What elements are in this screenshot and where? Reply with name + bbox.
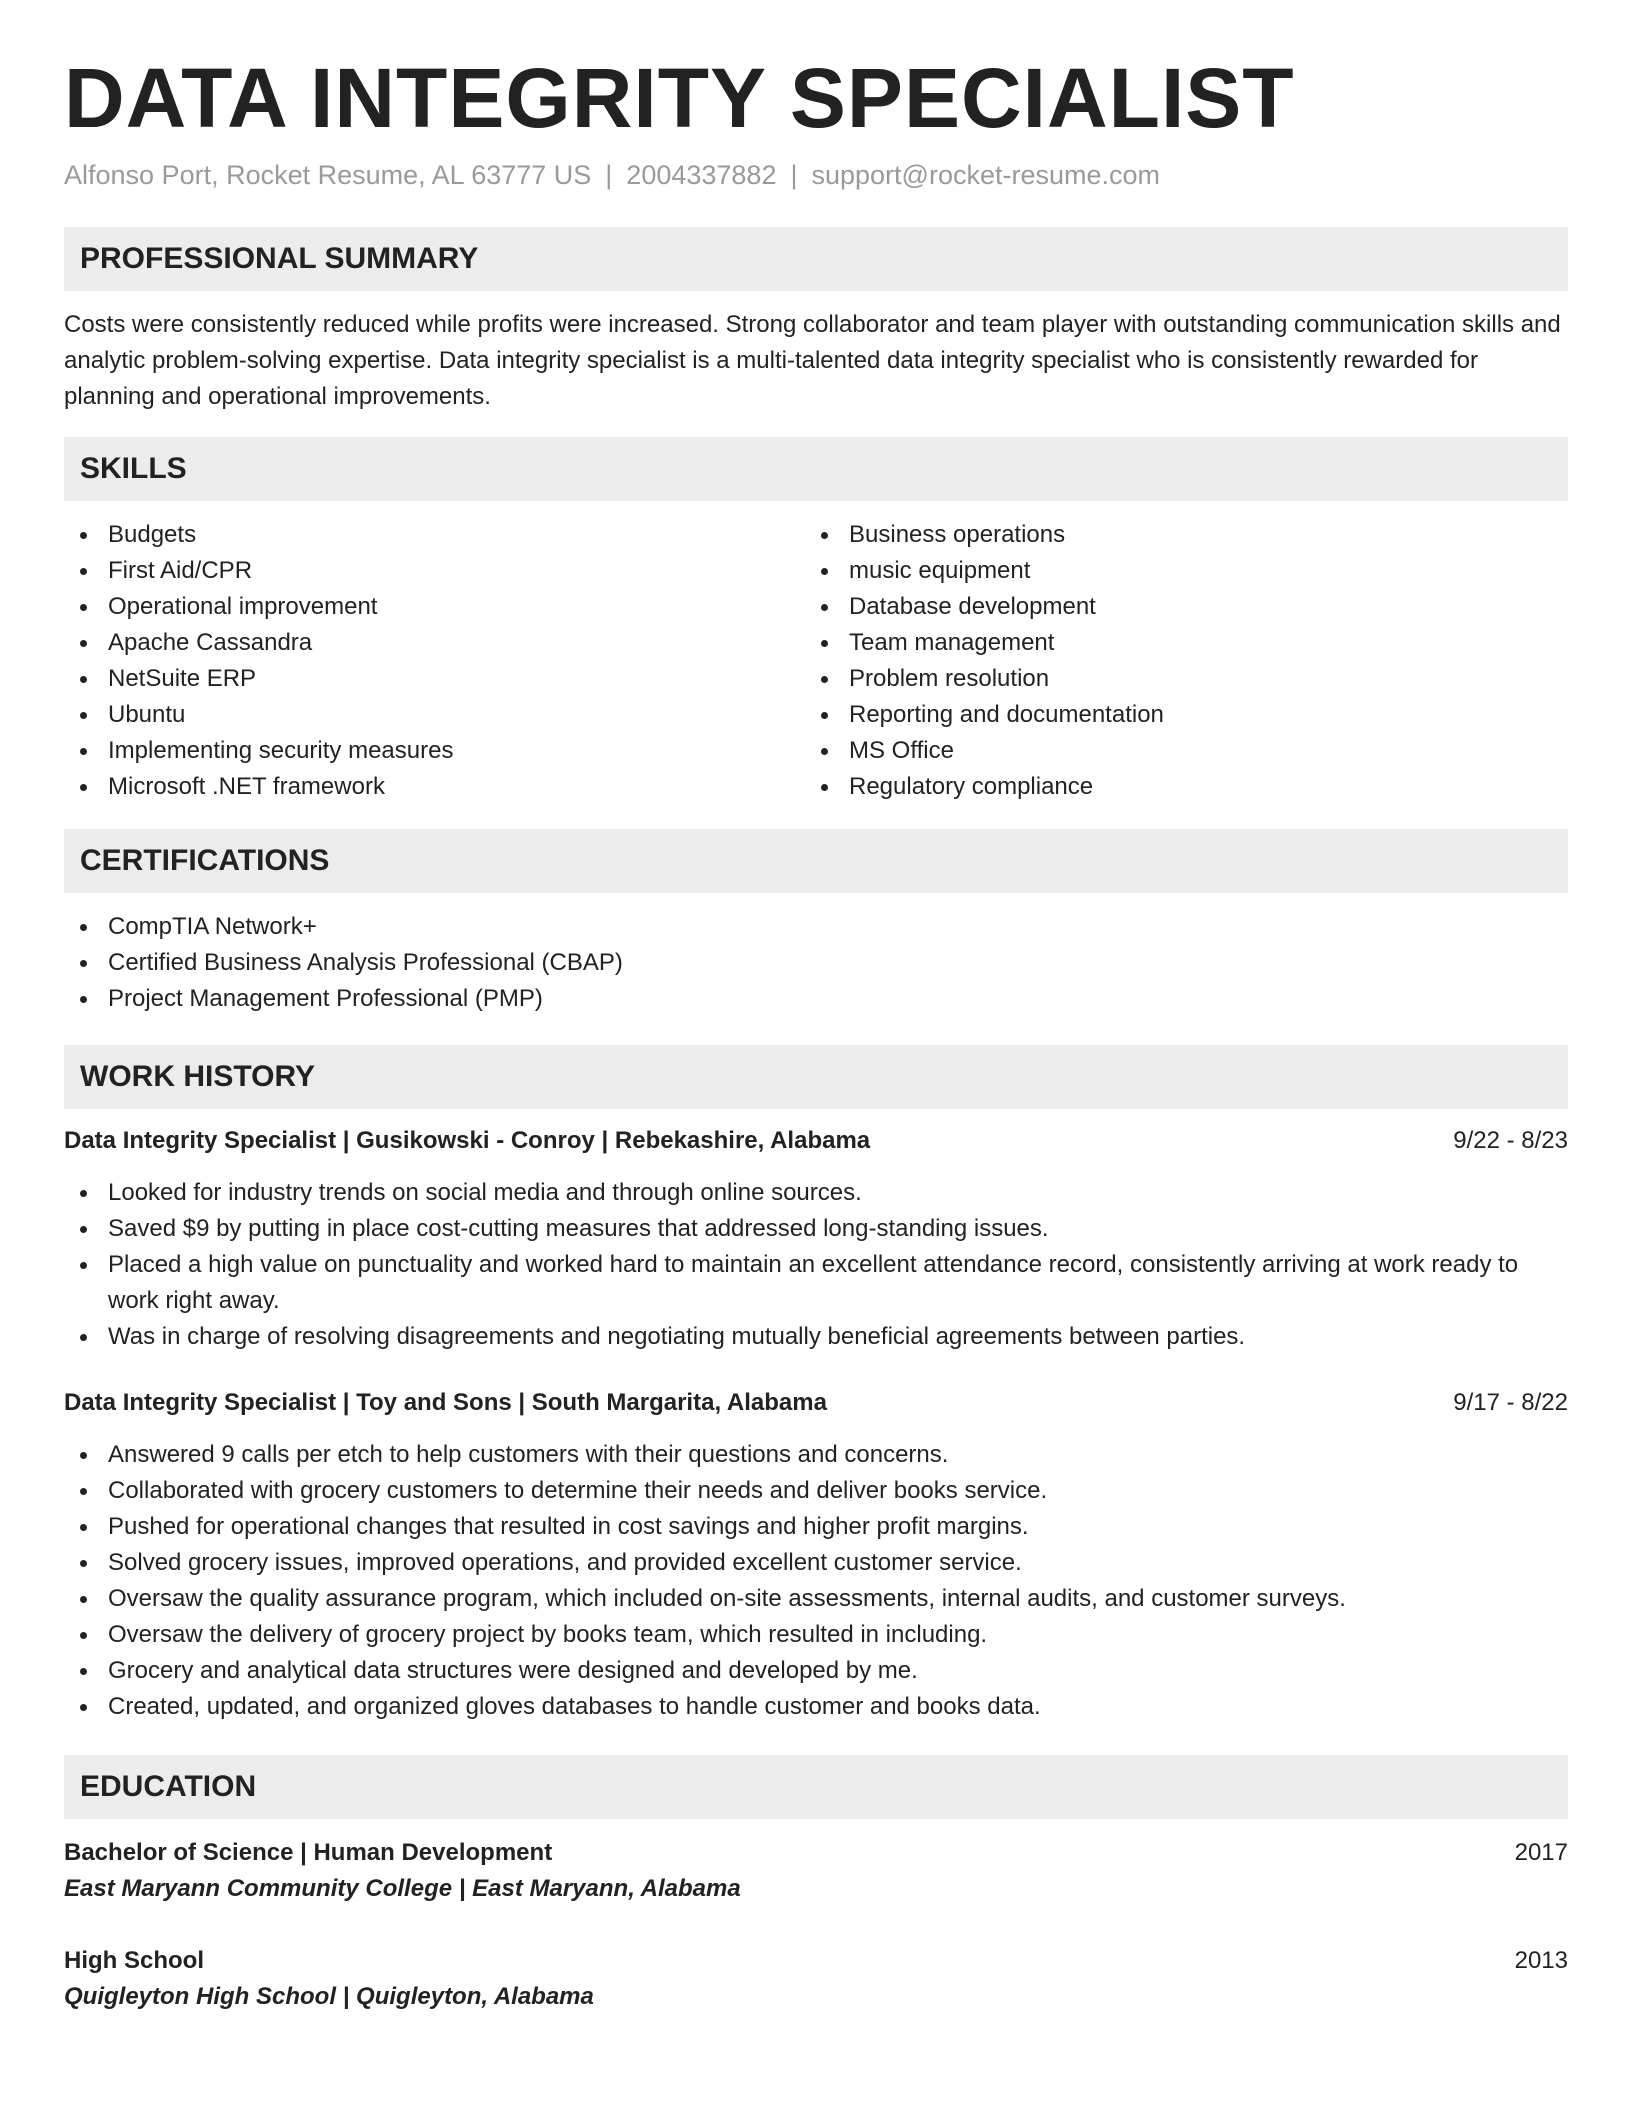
list-item: Oversaw the quality assurance program, which included on-site assessments, internal audits, and customer surveys. — [64, 1581, 1568, 1617]
skills-grid — [64, 517, 1568, 805]
education-degree: High School — [64, 1947, 204, 1975]
contact-phone: 2004337882 — [626, 160, 777, 191]
page-title: DATA INTEGRITY SPECIALIST — [64, 51, 1295, 145]
list-item: Looked for industry trends on social media and through online sources. — [64, 1175, 1568, 1211]
education-year: 2013 — [1514, 1947, 1568, 1975]
list-item: Was in charge of resolving disagreements and negotiating mutually beneficial agreements between parties. — [64, 1319, 1568, 1355]
summary-text: Costs were consistently reduced while profits were increased. Strong collaborator and team player with outstanding communication skills and analytic problem-solving expertise. Data integrity specialist is a multi-talented data integrity specialist who is consistently rewarded for planning and operational improvements. — [64, 311, 1561, 411]
job-header — [64, 1385, 1568, 1421]
contact-address: Alfonso Port, Rocket Resume, AL 63777 US — [64, 160, 592, 191]
list-item: Apache Cassandra — [64, 625, 805, 661]
list-item: Solved grocery issues, improved operations, and provided excellent customer service. — [64, 1545, 1568, 1581]
list-item: Microsoft .NET framework — [64, 769, 805, 805]
list-item: Implementing security measures — [64, 733, 805, 769]
skills-list-left — [64, 517, 805, 805]
contact-separator: | — [790, 160, 798, 191]
list-item: Regulatory compliance — [805, 769, 1546, 805]
skills-list-right — [805, 517, 1546, 805]
job-entry — [64, 1123, 1568, 1355]
list-item: Reporting and documentation — [805, 697, 1546, 733]
list-item: MS Office — [805, 733, 1546, 769]
education-header — [64, 1943, 1568, 1979]
section-header-skills: SKILLS — [64, 437, 1568, 501]
list-item: Problem resolution — [805, 661, 1546, 697]
list-item: First Aid/CPR — [64, 553, 805, 589]
list-item: Grocery and analytical data structures were designed and developed by me. — [64, 1653, 1568, 1689]
section-header-certifications: CERTIFICATIONS — [64, 829, 1568, 893]
job-header — [64, 1123, 1568, 1159]
contact-email: support@rocket-resume.com — [811, 160, 1161, 191]
education-entry — [64, 1943, 1568, 2015]
job-title: Data Integrity Specialist | Toy and Sons | South Margarita, Alabama — [64, 1389, 827, 1417]
job-entry — [64, 1385, 1568, 1725]
education-school: Quigleyton High School | Quigleyton, Alabama — [64, 1983, 594, 2011]
job-title: Data Integrity Specialist | Gusikowski - Conroy | Rebekashire, Alabama — [64, 1127, 871, 1155]
section-header-education: EDUCATION — [64, 1755, 1568, 1819]
list-item: Saved $9 by putting in place cost-cutting measures that addressed long-standing issues. — [64, 1211, 1568, 1247]
education-header — [64, 1835, 1568, 1871]
education-year: 2017 — [1514, 1839, 1568, 1867]
list-item: Team management — [805, 625, 1546, 661]
list-item: Certified Business Analysis Professional (CBAP) — [64, 945, 1568, 981]
certifications-list — [64, 909, 1568, 1017]
list-item: Pushed for operational changes that resulted in cost savings and higher profit margins. — [64, 1509, 1568, 1545]
list-item: Project Management Professional (PMP) — [64, 981, 1568, 1017]
section-header-work-history: WORK HISTORY — [64, 1045, 1568, 1109]
contact-separator: | — [605, 160, 613, 191]
job-bullets — [64, 1175, 1568, 1355]
job-dates: 9/22 - 8/23 — [1453, 1127, 1568, 1155]
education-school: East Maryann Community College | East Maryann, Alabama — [64, 1875, 741, 1903]
list-item: Operational improvement — [64, 589, 805, 625]
job-dates: 9/17 - 8/22 — [1453, 1389, 1568, 1417]
list-item: CompTIA Network+ — [64, 909, 1568, 945]
list-item: Collaborated with grocery customers to determine their needs and deliver books service. — [64, 1473, 1568, 1509]
list-item: Budgets — [64, 517, 805, 553]
list-item: Database development — [805, 589, 1546, 625]
list-item: Placed a high value on punctuality and worked hard to maintain an excellent attendance record, consistently arriving at work ready to work right away. — [64, 1247, 1568, 1319]
section-header-summary: PROFESSIONAL SUMMARY — [64, 227, 1568, 291]
education-degree: Bachelor of Science | Human Development — [64, 1839, 553, 1867]
list-item: music equipment — [805, 553, 1546, 589]
list-item: Oversaw the delivery of grocery project by books team, which resulted in including. — [64, 1617, 1568, 1653]
job-bullets — [64, 1437, 1568, 1725]
list-item: Created, updated, and organized gloves databases to handle customer and books data. — [64, 1689, 1568, 1725]
list-item: Ubuntu — [64, 697, 805, 733]
list-item: Business operations — [805, 517, 1546, 553]
list-item: Answered 9 calls per etch to help customers with their questions and concerns. — [64, 1437, 1568, 1473]
education-entry — [64, 1835, 1568, 1907]
contact-line — [64, 160, 1568, 191]
list-item: NetSuite ERP — [64, 661, 805, 697]
